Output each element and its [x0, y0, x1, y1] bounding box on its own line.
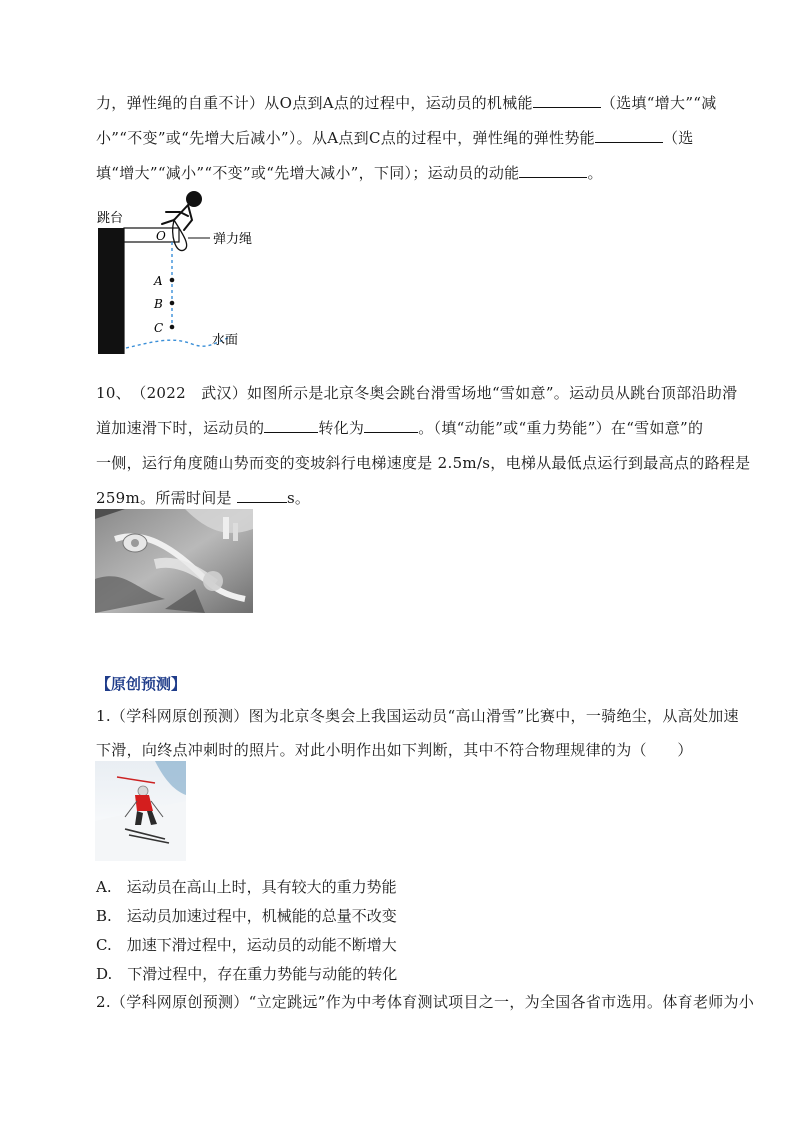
q10-line-4 [96, 488, 310, 508]
q10-text: 259m。所需时间是 [96, 489, 237, 507]
answer-blank [533, 93, 601, 108]
platform-block [98, 228, 124, 354]
answer-blank [519, 163, 587, 178]
q9-text: 小”“不变”或“先增大后减小”）。从A点到C点的过程中，弹性绳的弹性势能 [96, 129, 595, 147]
point-a-label: A [154, 274, 163, 288]
q10-text: 。（填“动能”或“重力势能”）在“雪如意”的 [418, 419, 704, 437]
q10-line-1 [96, 383, 737, 403]
q10-text: 道加速滑下时，运动员的 [96, 419, 265, 437]
p2-line-1 [96, 992, 754, 1012]
q9-text: 填“增大”“减小”“不变”或“先增大减小”，下同）；运动员的动能 [96, 164, 520, 182]
bungee-diagram [92, 186, 292, 358]
q9-text: （选填“增大”“减 [600, 94, 717, 112]
point-b-label: B [154, 297, 163, 311]
answer-blank [264, 418, 318, 433]
point-c-label: C [154, 321, 164, 335]
rope-label: 弹力绳 [213, 232, 253, 247]
answer-blank [237, 488, 287, 503]
q10-text: 转化为 [318, 419, 365, 437]
skier-photo [95, 761, 186, 861]
answer-blank [595, 128, 663, 143]
water-label: 水面 [212, 333, 239, 348]
option-d: D. 下滑过程中，存在重力势能与动能的转化 [96, 965, 398, 983]
point-a [170, 278, 175, 283]
option-b: B. 运动员加速过程中，机械能的总量不改变 [96, 907, 397, 925]
ski-jump-photo [95, 509, 253, 613]
q10-line-3 [96, 453, 750, 473]
q9-text: （选 [662, 129, 694, 147]
q10-text: s。 [286, 489, 311, 507]
point-c [170, 325, 175, 330]
p1-text: 下滑，向终点冲刺时的照片。对此小明作出如下判断，其中不符合物理规律的为（ ） [96, 741, 693, 759]
q9-line-2 [96, 128, 694, 148]
q9-line-3 [96, 163, 603, 183]
platform-top [124, 228, 179, 242]
q9-text: 。 [587, 164, 603, 182]
option-a: A. 运动员在高山上时，具有较大的重力势能 [96, 878, 397, 896]
q10-line-2 [96, 418, 703, 438]
q9-text: 力，弹性绳的自重不计）从O点到A点的过程中，运动员的机械能 [96, 94, 533, 112]
q9-line-1 [96, 93, 717, 113]
p1-text: 1.（学科网原创预测）图为北京冬奥会上我国运动员“高山滑雪”比赛中，一骑绝尘，从高处加速 [96, 707, 739, 725]
section-heading: 【原创预测】 [96, 675, 187, 693]
answer-blank [364, 418, 418, 433]
point-o-label: O [156, 229, 166, 243]
p1-line-2 [96, 740, 693, 760]
point-b [170, 301, 175, 306]
q10-text: 10、 （2022 武汉）如图所示是北京冬奥会跳台滑雪场地“雪如意”。运动员从跳台顶部沿助滑 [96, 384, 738, 402]
q10-text: 一侧，运行角度随山势而变的变坡斜行电梯速度是 2.5m/s，电梯从最低点运行到最高点的路程是 [96, 454, 751, 472]
rope-loop [173, 220, 187, 251]
p2-text: 2.（学科网原创预测）“立定跳远”作为中考体育测试项目之一，为全国各省市选用。体育老师为小 [96, 993, 755, 1011]
p1-line-1 [96, 706, 739, 726]
platform-label: 跳台 [97, 211, 124, 226]
option-c: C. 加速下滑过程中，运动员的动能不断增大 [96, 936, 397, 954]
